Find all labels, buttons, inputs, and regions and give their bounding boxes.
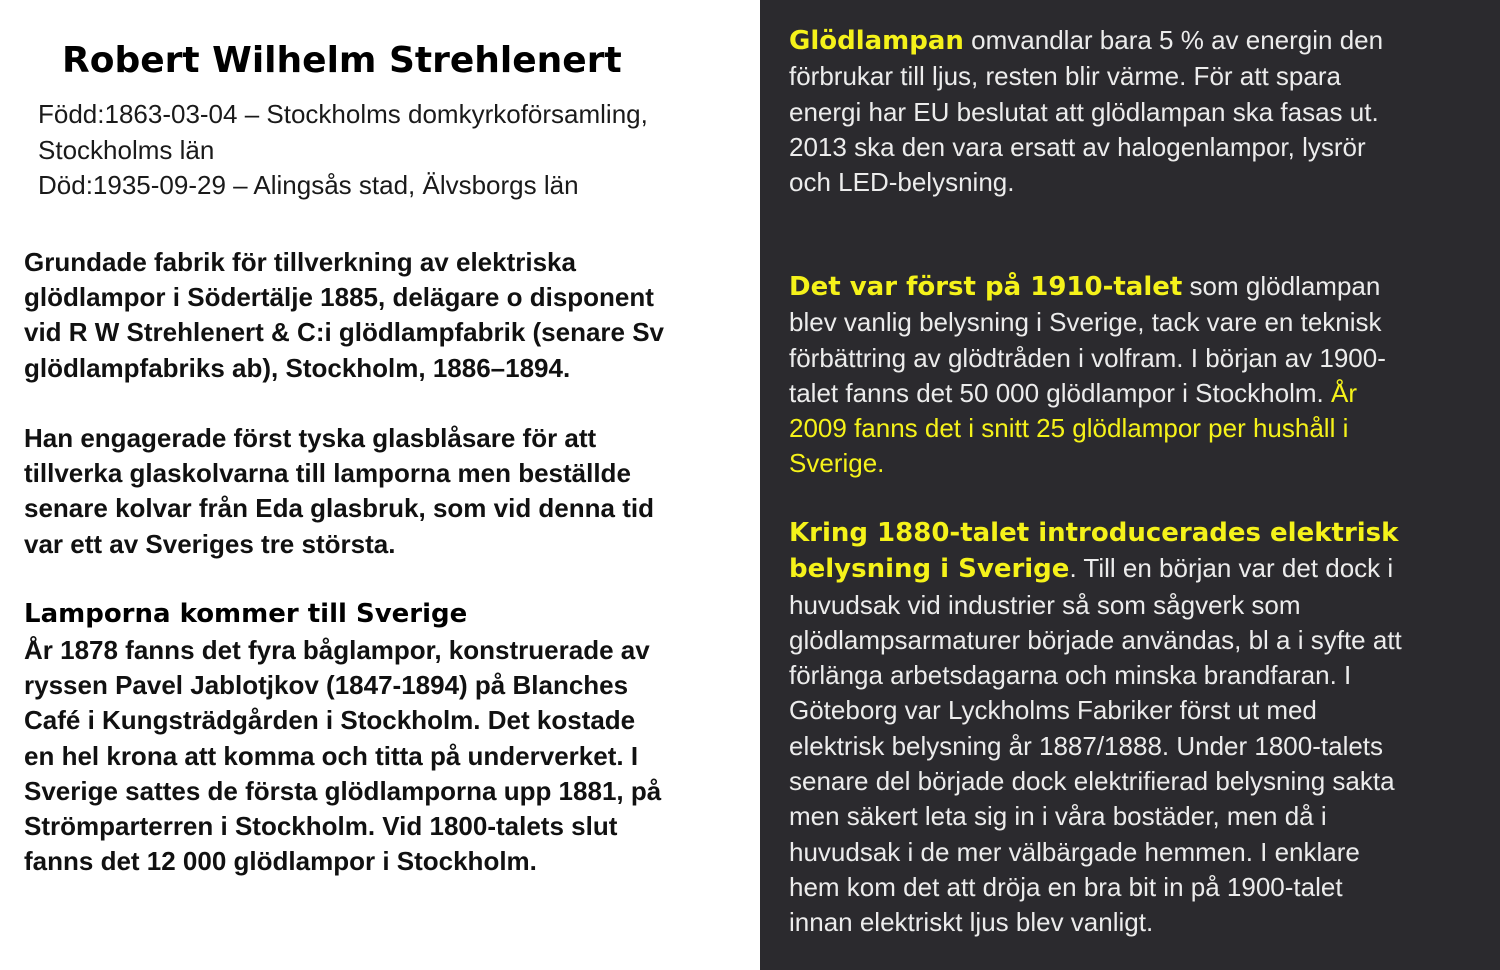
lamps-history-paragraph: År 1878 fanns det fyra båglampor, konstruerade av ryssen Pavel Jablotjkov (1847-1894) på Blanches Café i Kungsträdgården i Stockholm. Det kostade en hel krona att komma och titta på underverket. I Sverige sattes de första glödlamporna upp 1881, på Strömparterren i Stockholm. Vid 1800-talets slut fanns det 12 000 glödlampor i Stockholm. xyxy=(24,635,662,877)
person-name: Robert Wilhelm Strehlenert xyxy=(62,40,622,81)
birth-line: Född:1863-03-04 – Stockholms domkyrkoförsamling, xyxy=(38,99,648,129)
glassblowers-paragraph: Han engagerade först tyska glasblåsare för att tillverka glaskolvarna till lamporna men beställde senare kolvar från Eda glasbruk, som vid denna tid var ett av Sveriges tre största. xyxy=(24,423,654,559)
electrification-highlight: Kring 1880-talet introducerades elektrisk belysning i Sverige xyxy=(789,518,1399,585)
birth-place-line: Stockholms län xyxy=(38,134,215,165)
tungsten-paragraph xyxy=(789,269,1386,482)
death-line: Död:1935-09-29 – Alingsås stad, Älvsborgs län xyxy=(38,170,579,200)
tungsten-highlight: Det var först på 1910-talet xyxy=(789,272,1183,302)
life-dates xyxy=(38,97,648,204)
household-stat: År 2009 fanns det i snitt 25 glödlampor per hushåll i Sverige. xyxy=(789,377,1357,479)
electrification-text: . Till en början var det dock i huvudsak vid industrier så som sågverk som glödlampsarmaturer började användas, bl a i syfte att förlänga arbetsdagarna och minska brandfaran. I Göteborg var Lyckholms Fabriker först ut med elektrisk belysning år 1887/1888. Under 1800-talets senare del började dock elektrifierad belysning sakta men säkert leta sig in i våra bostäder, men då i huvudsak i de mer välbärgade hemmen. I enklare hem kom det att dröja en bra bit in på 1900-talet innan elektriskt ljus blev vanligt. xyxy=(789,553,1402,938)
efficiency-highlight: Glödlampan xyxy=(789,26,964,56)
efficiency-text: omvandlar bara 5 % av energin den förbrukar till ljus, resten blir värme. För att spara energi har EU beslutat att glödlampan ska fasas ut. 2013 ska den vara ersatt av halogenlampor, lysrör och LED-belysning. xyxy=(789,25,1384,198)
section-heading: Lamporna kommer till Sverige xyxy=(24,599,468,629)
tungsten-text: som glödlampan blev vanlig belysning i Sverige, tack vare en teknisk förbättring av glödtråden i volfram. I början av 1900- talet fanns det 50 000 glödlampor i Stockholm. xyxy=(789,271,1386,408)
electrification-paragraph xyxy=(789,515,1402,941)
factory-paragraph: Grundade fabrik för tillverkning av elektriska glödlampor i Södertälje 1885, delägare o disponent vid R W Strehlenert & C:i glödlampfabrik (senare Sv glödlampfabriks ab), Stockholm, 1886–1894. xyxy=(24,247,665,383)
efficiency-paragraph xyxy=(789,23,1383,200)
